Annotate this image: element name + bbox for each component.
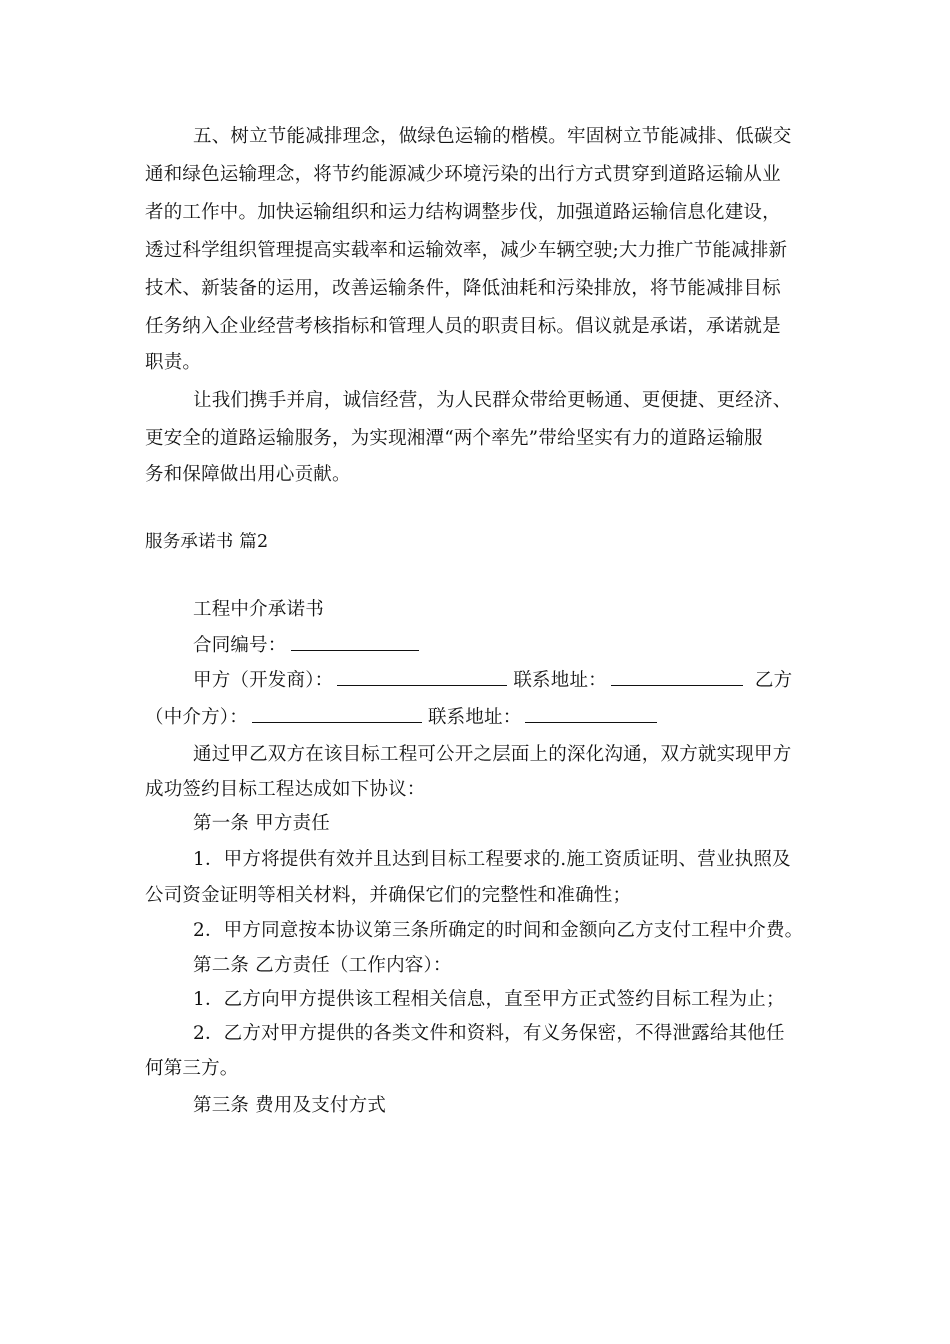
party-a-label: 甲方（开发商）： bbox=[193, 670, 334, 691]
closing-paragraph-line-3: 务和保障做出用心贡献。 bbox=[145, 464, 351, 485]
party-b-address-label: 联系地址： bbox=[427, 707, 522, 728]
section-title: 服务承诺书 篇2 bbox=[145, 532, 269, 552]
article-2-item-2-line-1: 2．乙方对甲方提供的各类文件和资料，有义务保密，不得泄露给其他任 bbox=[193, 1023, 785, 1044]
party-a-address-blank bbox=[611, 669, 743, 686]
party-b-address-blank bbox=[525, 706, 657, 723]
paragraph-5-line-1: 五、树立节能减排理念，做绿色运输的楷模。牢固树立节能减排、低碳交 bbox=[193, 126, 792, 147]
paragraph-5-line-5: 技术、新装备的运用，改善运输条件，降低油耗和污染排放，将节能减排目标 bbox=[145, 278, 781, 299]
intro-line-1: 通过甲乙双方在该目标工程可公开之层面上的深化沟通，双方就实现甲方 bbox=[193, 744, 792, 765]
article-2-title: 第二条 乙方责任（工作内容）： bbox=[193, 955, 452, 976]
party-b-label: （中介方）： bbox=[145, 707, 248, 728]
party-a-row bbox=[193, 669, 805, 693]
party-b-blank bbox=[252, 706, 422, 723]
paragraph-5-line-7: 职责。 bbox=[145, 352, 202, 373]
contract-number-label: 合同编号： bbox=[193, 635, 287, 656]
article-1-item-1-line-2: 公司资金证明等相关材料，并确保它们的完整性和准确性； bbox=[145, 885, 632, 906]
article-2-item-2-line-2: 何第三方。 bbox=[145, 1058, 239, 1079]
article-1-item-2: 2．甲方同意按本协议第三条所确定的时间和金额向乙方支付工程中介费。 bbox=[193, 920, 804, 941]
paragraph-5-line-4: 透过科学组织管理提高实载率和运输效率，减少车辆空驶;大力推广节能减排新 bbox=[145, 240, 788, 261]
party-a-blank bbox=[337, 669, 507, 686]
paragraph-5-line-3: 者的工作中。加快运输组织和运力结构调整步伐，加强道路运输信息化建设， bbox=[145, 202, 781, 223]
party-b-row bbox=[145, 706, 805, 730]
contract-number-blank bbox=[291, 634, 419, 651]
party-b-label-start: 乙方 bbox=[754, 670, 793, 691]
closing-paragraph-line-1: 让我们携手并肩，诚信经营，为人民群众带给更畅通、更便捷、更经济、 bbox=[193, 390, 792, 411]
intro-line-2: 成功签约目标工程达成如下协议： bbox=[145, 779, 426, 800]
party-a-address-label: 联系地址： bbox=[513, 670, 607, 691]
contract-number-row bbox=[193, 634, 805, 658]
article-1-title: 第一条 甲方责任 bbox=[193, 813, 330, 834]
contract-title: 工程中介承诺书 bbox=[193, 599, 324, 620]
closing-paragraph-line-2: 更安全的道路运输服务，为实现湘潭“两个率先”带给坚实有力的道路运输服 bbox=[145, 428, 763, 449]
paragraph-5-line-6: 任务纳入企业经营考核指标和管理人员的职责目标。倡议就是承诺，承诺就是 bbox=[145, 316, 781, 337]
article-3-title: 第三条 费用及支付方式 bbox=[193, 1095, 387, 1116]
article-1-item-1-line-1: 1．甲方将提供有效并且达到目标工程要求的.施工资质证明、营业执照及 bbox=[193, 849, 791, 870]
paragraph-5-line-2: 通和绿色运输理念，将节约能源减少环境污染的出行方式贯穿到道路运输从业 bbox=[145, 164, 781, 185]
article-2-item-1: 1．乙方向甲方提供该工程相关信息，直至甲方正式签约目标工程为止； bbox=[193, 989, 785, 1010]
